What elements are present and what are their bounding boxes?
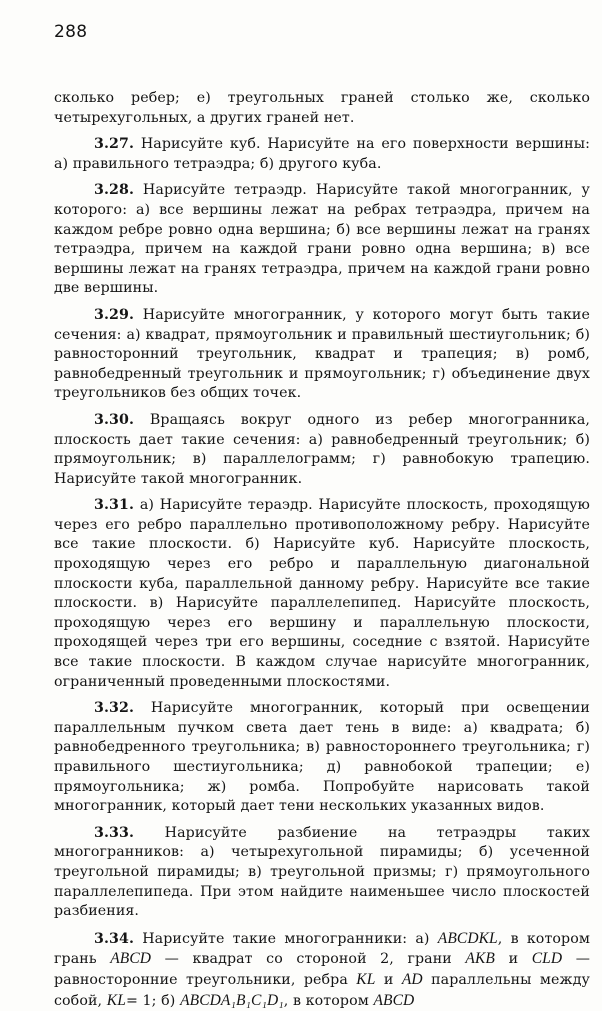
problem-3-27: [54, 135, 590, 174]
problem-number: 3.33.: [94, 824, 134, 841]
problem-text: Нарисуйте многогранник, у которого могут быть такие сечения: а) квадрат, прямоугольник и правильный шестиугольник; б) равносторонний треугольник, квадрат и трапеция; в) ромб, равнобедренный треугольник и прямоугольник; г) объединение двух треугольников без общих точек.: [54, 306, 590, 402]
page-number: 288: [54, 22, 88, 42]
problem-number: 3.30.: [94, 411, 134, 428]
problem-number: 3.31.: [94, 497, 134, 514]
math-expression: AD: [401, 970, 423, 988]
problem-text: Нарисуйте разбиение на тетраэдры таких многогранников: а) четырехугольной пирамиды; б) усеченной треугольной пирамиды; в) треугольной призмы; г) прямоугольного параллелепипеда. При этом найдите наименьшее число плоскостей разбиения.: [54, 824, 590, 920]
problem-3-32: [54, 699, 590, 817]
problem-text: а) Нарисуйте тераэдр. Нарисуйте плоскость, проходящую через его ребро параллельно противоположному ребру. Нарисуйте все такие плоскости. б) Нарисуйте куб. Нарисуйте плоскость, проходящую через его ребро и параллельную диагональной плоскости куба, параллельной данному ребру. Нарисуйте все такие плоскости. в) Нарисуйте параллелепипед. Нарисуйте плоскость, проходящую через его вершину и параллельную плоскости, проходящей через три его вершины, соседние с взятой. Нарисуйте все такие плоскости. В каждом случае нарисуйте многогранник, ограниченный проведенными плоскостями.: [54, 497, 590, 690]
problem-3-30: [54, 411, 590, 489]
problem-text: и: [383, 971, 394, 988]
problem-text: параллельны между собой,: [54, 971, 590, 1009]
problem-3-31: [54, 496, 590, 692]
math-expression: KL: [106, 991, 126, 1009]
math-expression: KL: [356, 970, 376, 988]
problem-3-29: [54, 306, 590, 404]
problem-text: и: [508, 951, 519, 968]
problem-text: Нарисуйте куб. Нарисуйте на его поверхности вершины: а) правильного тетраэдра; б) другого куба.: [54, 136, 590, 172]
math-expression: AKB: [465, 950, 495, 968]
math-expression: ABCDKL: [437, 929, 498, 947]
problem-3-33: [54, 824, 590, 922]
problem-number: 3.27.: [94, 136, 134, 153]
problem-number: 3.32.: [94, 700, 134, 717]
problem-number: 3.29.: [94, 306, 134, 323]
problem-text: Нарисуйте тетраэдр. Нарисуйте такой многогранник, у которого: а) все вершины лежат на ребрах тетраэдра, причем на каждом ребре ровно одна вершина; б) все вершины лежат на гранях тетраэдра, причем на каждой грани ровно одна вершина; в) все вершины лежат на гранях тетраэдра, причем на каждой грани ровно две вершины.: [54, 182, 590, 297]
problem-text: — равносторонние треугольники, ребра: [54, 951, 590, 988]
problem-text: — квадрат со стороной 2, грани: [164, 951, 452, 968]
math-expression: ABCD: [373, 991, 415, 1009]
problem-number: 3.28.: [94, 182, 134, 199]
problem-text: = 1; б): [125, 992, 176, 1009]
problem-text: Нарисуйте многогранник, который при освещении параллельным пучком света дает тень в виде: а) квадрата; б) равнобедренного треугольника; в) равностороннего треугольника; г) правильного шестиугольника; д) равнобокой трапеции; е) прямоугольника; ж) ромба. Попробуйте нарисовать такой многогранник, который дает тени нескольких указанных видов.: [54, 700, 590, 815]
problem-text: , в котором: [283, 992, 369, 1009]
problem-text: Нарисуйте такие многогранники: а): [142, 930, 430, 947]
problem-text: , в котором грань: [54, 930, 590, 968]
problem-text: Вращаясь вокруг одного из ребер многогранника, плоскость дает такие сечения: а) равнобедренный треугольник; б) прямоугольник; в) параллелограмм; г) равнобокую трапецию. Нарисуйте такой многогранник.: [54, 411, 590, 487]
problem-3-28: [54, 181, 590, 299]
math-expression: ABCD: [110, 950, 152, 968]
math-expression: ABCDA₁B₁C₁D₁: [180, 991, 284, 1009]
continuation-paragraph: сколько ребер; е) треугольных граней столько же, сколько четырехугольных, а других граней нет.: [54, 90, 590, 126]
problem-3-34: [54, 929, 590, 1011]
math-expression: CLD: [531, 950, 563, 968]
problem-number: 3.34.: [94, 930, 134, 947]
